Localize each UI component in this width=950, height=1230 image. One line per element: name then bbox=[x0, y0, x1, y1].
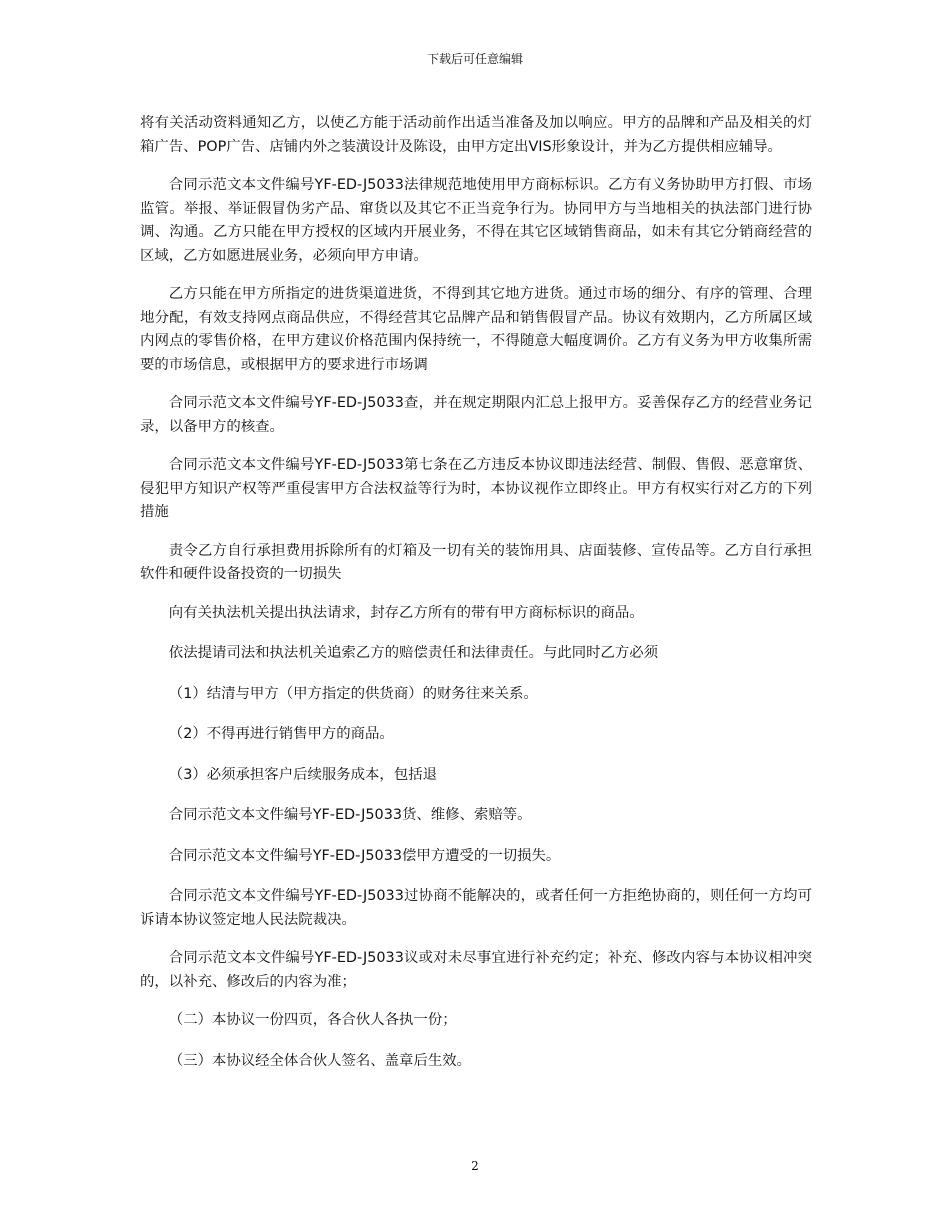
paragraph-8: 依法提请司法和执法机关追索乙方的赔偿责任和法律责任。与此同时乙方必须 bbox=[168, 645, 659, 661]
list-item-3: （3）必须承担客户后续服务成本，包括退 bbox=[168, 766, 437, 783]
paragraph-3: 乙方只能在甲方所指定的进货渠道进货，不得到其它地方进货。通过市场的细分、有序的管理、合理地分配，有效支持网点商品供应，不得经营其它品牌产品和销售假冒产品。协议有效期内，乙方所属区域内网点的零售价格，在甲方建议价格范围内保持统一，不得随意大幅度调价。乙方有义务为甲方收集所需要的市场信息，或根据甲方的要求进行市场调 bbox=[140, 286, 812, 373]
document-body bbox=[140, 112, 812, 1090]
paragraph-6: 责令乙方自行承担费用拆除所有的灯箱及一切有关的装饰用具、店面装修、宣传品等。乙方自行承担软件和硬件设备投资的一切损失 bbox=[140, 542, 812, 582]
page-number: 2 bbox=[471, 1159, 479, 1173]
paragraph-5: 合同示范文本文件编号YF-ED-J5033第七条在乙方违反本协议即违法经营、制假、售假、恶意窜货、侵犯甲方知识产权等严重侵害甲方合法权益等行为时，本协议视作立即终止。甲方有权实行对乙方的下列措施 bbox=[140, 457, 812, 520]
page-header: 下载后可任意编辑 bbox=[426, 52, 523, 66]
paragraph-2: 合同示范文本文件编号YF-ED-J5033法律规范地使用甲方商标标识。乙方有义务协助甲方打假、市场监管。举报、举证假冒伪劣产品、窜货以及其它不正当竞争行为。协同甲方与当地相关的执法部门进行协调、沟通。乙方只能在甲方授权的区域内开展业务，不得在其它区域销售商品，如未有其它分销商经营的区域，乙方如愿进展业务，必须向甲方申请。 bbox=[140, 177, 812, 264]
list-item-1: （1）结清与甲方（甲方指定的供货商）的财务往来关系。 bbox=[168, 685, 538, 702]
paragraph-7: 向有关执法机关提出执法请求，封存乙方所有的带有甲方商标标识的商品。 bbox=[168, 604, 644, 621]
paragraph-1: 将有关活动资料通知乙方，以使乙方能于活动前作出适当准备及加以响应。甲方的品牌和产品及相关的灯箱广告、POP广告、店铺内外之装潢设计及陈设，由甲方定出VIS形象设计，并为乙方提供相应辅导。 bbox=[140, 115, 812, 155]
clause-2: （二）本协议一份四页，各合伙人各执一份； bbox=[168, 1012, 457, 1028]
list-item-2: （2）不得再进行销售甲方的商品。 bbox=[168, 726, 394, 742]
paragraph-4: 合同示范文本文件编号YF-ED-J5033查，并在规定期限内汇总上报甲方。妥善保存乙方的经营业务记录，以备甲方的核查。 bbox=[140, 395, 812, 435]
clause-3: （三）本协议经全体合伙人签名、盖章后生效。 bbox=[168, 1052, 472, 1069]
paragraph-12: 合同示范文本文件编号YF-ED-J5033议或对未尽事宜进行补充约定；补充、修改内容与本协议相冲突的，以补充、修改后的内容为准； bbox=[140, 950, 812, 990]
paragraph-9: 合同示范文本文件编号YF-ED-J5033货、维修、索赔等。 bbox=[168, 807, 532, 823]
paragraph-11: 合同示范文本文件编号YF-ED-J5033过协商不能解决的，或者任何一方拒绝协商的，则任何一方均可诉请本协议签定地人民法院裁决。 bbox=[140, 888, 812, 928]
paragraph-10: 合同示范文本文件编号YF-ED-J5033偿甲方遭受的一切损失。 bbox=[168, 847, 561, 864]
